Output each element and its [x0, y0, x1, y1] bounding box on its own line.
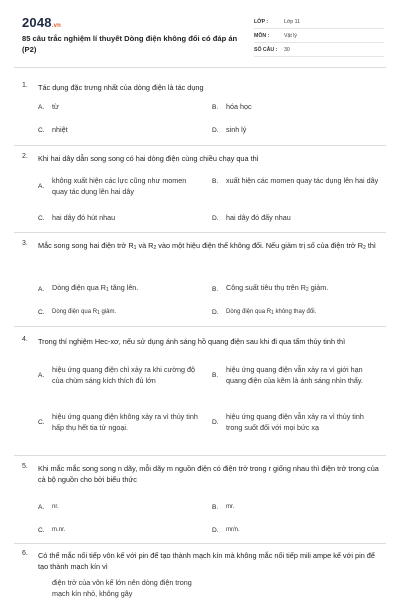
option-label: C. — [38, 309, 45, 317]
option-text: Công suất tiêu thụ trên $R_2$ giảm. — [226, 283, 329, 293]
option-label: C. — [38, 526, 45, 534]
option-label: B. — [212, 285, 219, 293]
option-a[interactable] — [38, 176, 208, 197]
question-number: 1. — [22, 82, 28, 89]
option-d[interactable] — [212, 525, 240, 536]
option-d[interactable] — [212, 412, 382, 433]
meta-value: 30 — [284, 46, 290, 53]
meta-row-class — [254, 15, 384, 29]
option-text: Dòng điện qua $R_1$ tăng lên. — [52, 283, 139, 293]
question-number: 6. — [22, 550, 28, 557]
option-text: từ — [52, 102, 59, 111]
option-label: C. — [38, 214, 45, 222]
meta-key: MÔN : — [254, 32, 270, 39]
option-c[interactable] — [38, 125, 68, 136]
option-a[interactable] — [38, 502, 59, 513]
option-text: hiệu ứng quang điện không xảy ra vì thủy tinh hấp thụ hết tia tử ngoại. — [52, 412, 198, 432]
option-label: A. — [38, 285, 45, 293]
question-number: 3. — [22, 240, 28, 247]
option-b[interactable] — [212, 502, 234, 513]
option-text: xuất hiện các momen quay tác dụng lên hai dây — [226, 176, 379, 185]
option-a[interactable] — [38, 283, 138, 296]
meta-value: Vật lý — [284, 32, 297, 39]
document-title: 85 câu trắc nghiệm lí thuyết Dòng điện không đổi có đáp án (P2) — [22, 34, 238, 54]
option-label: B. — [212, 503, 219, 511]
option-text: sinh lý — [226, 125, 247, 134]
document-header — [0, 0, 400, 62]
option-text: nhiệt — [52, 125, 68, 134]
option-text: hai dây đó đẩy nhau — [226, 213, 291, 222]
option-label: C. — [38, 126, 45, 134]
option-label: A. — [38, 503, 45, 511]
option-label: B. — [212, 103, 219, 111]
divider — [14, 326, 386, 327]
option-text: điện trở của vôn kế lớn nên dòng điện trong mạch kín nhỏ, không gây — [52, 578, 192, 598]
meta-key: LỚP : — [254, 18, 269, 25]
option-c[interactable] — [38, 213, 115, 224]
divider — [14, 232, 386, 233]
option-b[interactable] — [212, 365, 382, 386]
option-b[interactable] — [212, 102, 252, 113]
question-text: Khi mắc mắc song song n dãy, mỗi dãy m nguồn điện có điện trở trong r giống nhau thì điện trở trong của cả bộ nguồn cho bởi biểu thức — [38, 464, 379, 484]
option-label: A. — [38, 372, 45, 379]
option-a[interactable] — [38, 102, 59, 113]
option-text: mr/n. — [226, 527, 240, 533]
option-a[interactable] — [38, 365, 208, 386]
question-text: Tác dụng đặc trưng nhất của dòng điện là tác dụng — [38, 83, 204, 92]
site-logo[interactable]: 2048.vn — [22, 15, 62, 30]
question-number: 4. — [22, 336, 28, 343]
option-c[interactable] — [38, 525, 65, 536]
option-text: hiệu ứng quang điện vẫn xảy ra vì giới hạn quang điện của kẽm là ánh sáng nhìn thấy. — [226, 365, 363, 385]
meta-panel — [254, 15, 384, 57]
option-label: C. — [38, 419, 45, 426]
meta-row-count — [254, 43, 384, 57]
option-d[interactable] — [212, 213, 291, 224]
meta-key: SỐ CÂU : — [254, 46, 278, 53]
option-b[interactable] — [212, 283, 328, 296]
question-text: Trong thí nghiệm Hec-xơ, nếu sử dụng ánh sáng hồ quang điện sau khi đi qua tấm thủy tinh thì — [38, 337, 346, 346]
question-text: Có thể mắc nối tiếp vôn kế với pin để tạo thành mạch kín mà không mắc nối tiếp mili ampe kế với pin để tạo thành mạch kín vì — [38, 551, 375, 571]
option-label: B. — [212, 372, 219, 379]
option-c[interactable] — [38, 307, 116, 319]
option-text: mr. — [226, 504, 235, 510]
option-text: hiệu ứng quang điện chỉ xảy ra khi cường độ của chùm sáng kích thích đủ lớn — [52, 365, 196, 385]
option-text: m.nr. — [52, 527, 66, 533]
option-d[interactable] — [212, 307, 316, 319]
divider — [14, 455, 386, 456]
option-text: hóa học — [226, 102, 252, 111]
meta-row-subject — [254, 29, 384, 43]
logo-tld: .vn — [51, 23, 62, 29]
question-number: 5. — [22, 463, 28, 470]
divider — [14, 145, 386, 146]
option-text: Dòng điện qua $R_1$ không thay đổi. — [226, 309, 317, 316]
divider — [14, 543, 386, 544]
question-text: Mắc song song hai điện trở $R_1$ và $R_2$ vào một hiệu điện thế không đổi. Nếu giảm trị số của điện trở $R_2$ thì — [38, 241, 376, 251]
option-label: A. — [38, 183, 45, 190]
option-text: nr. — [52, 504, 59, 510]
option-d[interactable] — [212, 125, 246, 136]
option-b[interactable] — [212, 176, 382, 187]
option-label: D. — [212, 309, 219, 317]
option-text: hiệu ứng quang điện vẫn xảy ra vì thủy tinh trong suốt đối với mọi bức xạ — [226, 412, 364, 432]
option-label: D. — [212, 126, 219, 134]
option-label: D. — [212, 419, 219, 426]
option-text: không xuất hiện các lực cũng như momen quay tác dụng lên hai dây — [52, 176, 187, 196]
option-label: B. — [212, 177, 219, 185]
option-label: D. — [212, 214, 219, 222]
option-c[interactable] — [38, 412, 208, 433]
option-text: Dòng điện qua $R_1$ giảm. — [52, 309, 117, 316]
question-number: 2. — [22, 153, 28, 160]
option-a[interactable] — [38, 578, 208, 599]
option-text: hai dây đó hút nhau — [52, 213, 116, 222]
divider — [14, 67, 386, 68]
meta-value: Lớp 11 — [284, 18, 300, 25]
option-label: A. — [38, 103, 45, 111]
question-text: Khi hai dây dẫn song song có hai dòng điện cùng chiều chạy qua thì — [38, 154, 259, 163]
option-label: D. — [212, 526, 219, 534]
